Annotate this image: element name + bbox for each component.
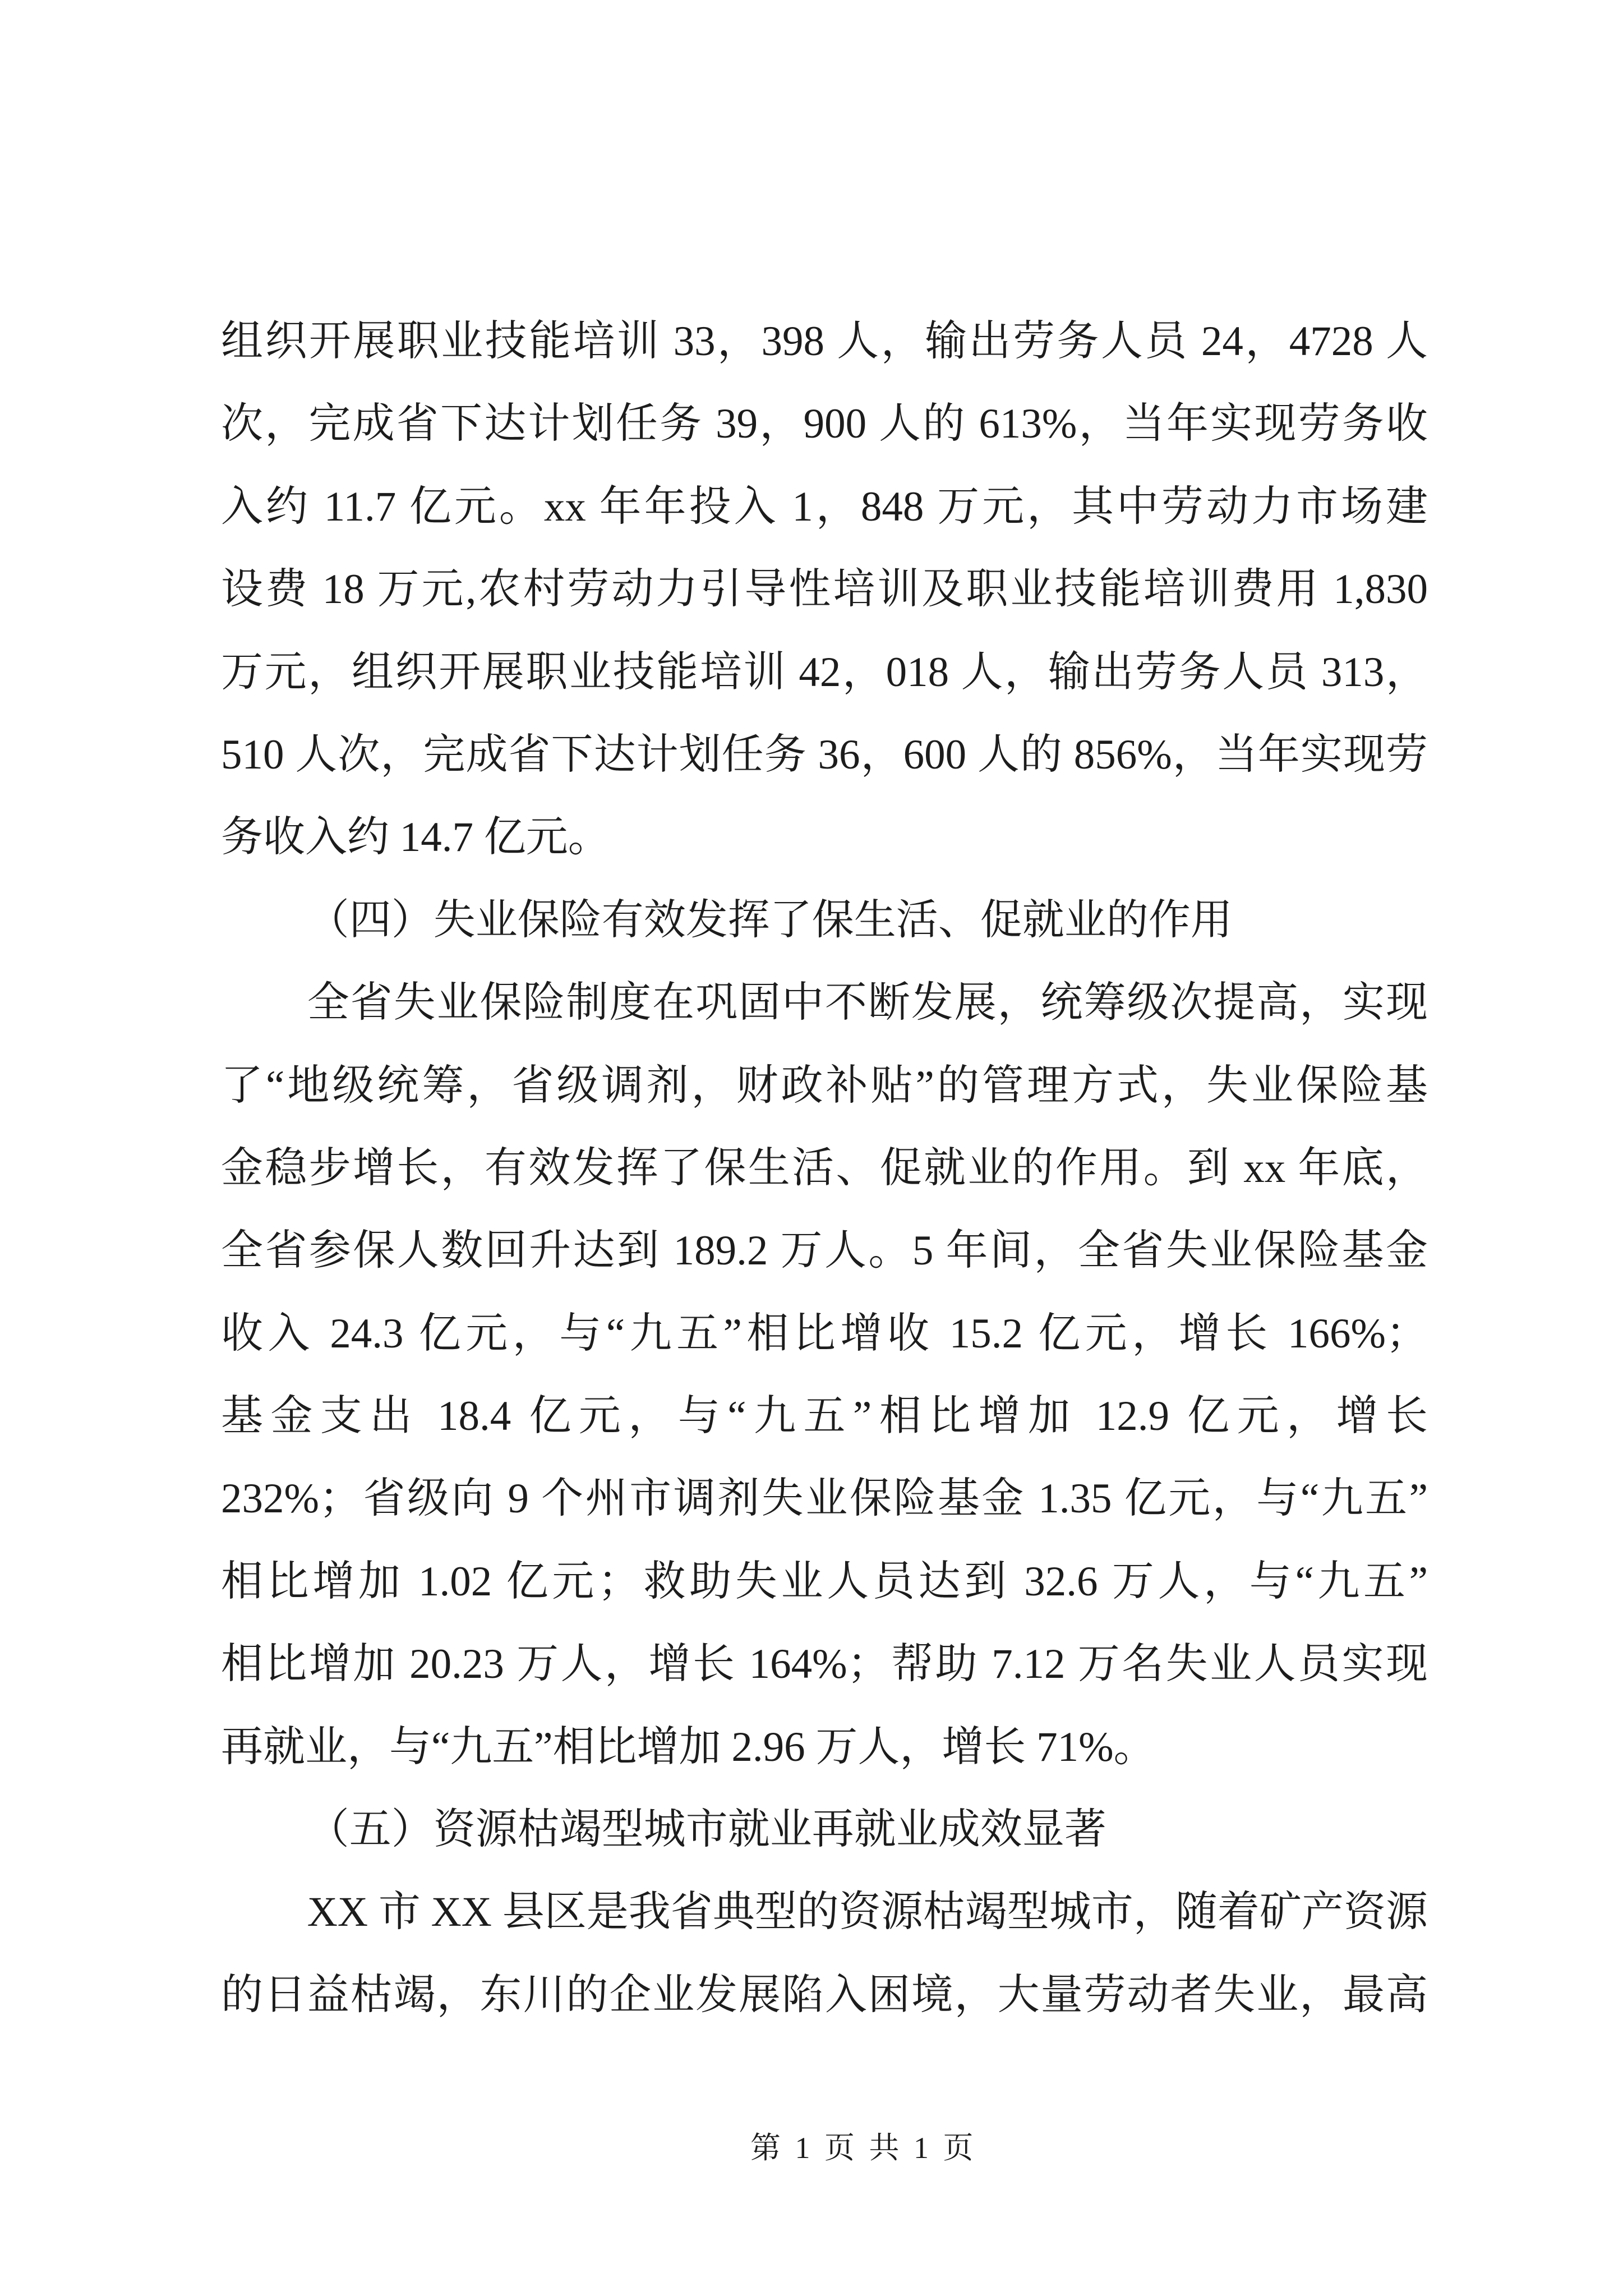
paragraph <box>221 961 1428 1788</box>
text-line: 相比增加 1.02 亿元；救助失业人员达到 32.6 万人，与“九五” <box>221 1558 1428 1605</box>
text-line: 入约 11.7 亿元。xx 年年投入 1，848 万元，其中劳动力市场建 <box>221 483 1428 530</box>
text-line: 设费 18 万元,农村劳动力引导性培训及职业技能培训费用 1,830 <box>221 566 1428 613</box>
section-heading: （四）失业保险有效发挥了保生活、促就业的作用 <box>307 896 1233 944</box>
text-line: 的日益枯竭，东川的企业发展陷入困境，大量劳动者失业，最高 <box>221 1971 1428 2018</box>
text-line: 金稳步增长，有效发挥了保生活、促就业的作用。到 xx 年底， <box>221 1144 1428 1191</box>
text-line: 万元，组织开展职业技能培训 42，018 人，输出劳务人员 313， <box>221 648 1428 696</box>
page-footer: 第 1 页 共 1 页 <box>750 2131 974 2165</box>
text-line: 了“地级统筹，省级调剂，财政补贴”的管理方式，失业保险基 <box>221 1062 1428 1109</box>
text-line: 收入 24.3 亿元，与“九五”相比增收 15.2 亿元，增长 166%； <box>221 1310 1428 1357</box>
text-line: 次，完成省下达计划任务 39，900 人的 613%，当年实现劳务收 <box>221 401 1428 448</box>
paragraph <box>221 300 1428 879</box>
text-line: 再就业，与“九五”相比增加 2.96 万人，增长 71%。 <box>221 1723 1156 1770</box>
text-line: 务收入约 14.7 亿元。 <box>221 814 610 861</box>
text-line: 全省失业保险制度在巩固中不断发展，统筹级次提高，实现 <box>307 979 1428 1027</box>
text-line: 相比增加 20.23 万人，增长 164%；帮助 7.12 万名失业人员实现 <box>221 1641 1428 1688</box>
text-line: 基金支出 18.4 亿元，与“九五”相比增加 12.9 亿元，增长 <box>221 1393 1428 1440</box>
text-line: 组织开展职业技能培训 33，398 人，输出劳务人员 24，4728 人 <box>221 318 1428 365</box>
text-line: 全省参保人数回升达到 189.2 万人。5 年间，全省失业保险基金 <box>221 1227 1428 1274</box>
section-heading: （五）资源枯竭型城市就业再就业成效显著 <box>307 1806 1106 1853</box>
document-body <box>221 300 1428 2036</box>
paragraph <box>221 1871 1428 2036</box>
text-line: 232%；省级向 9 个州市调剂失业保险基金 1.35 亿元，与“九五” <box>221 1475 1428 1522</box>
text-line: 510 人次，完成省下达计划任务 36，600 人的 856%，当年实现劳 <box>221 731 1428 778</box>
text-line: XX 市 XX 县区是我省典型的资源枯竭型城市，随着矿产资源 <box>307 1889 1428 1936</box>
